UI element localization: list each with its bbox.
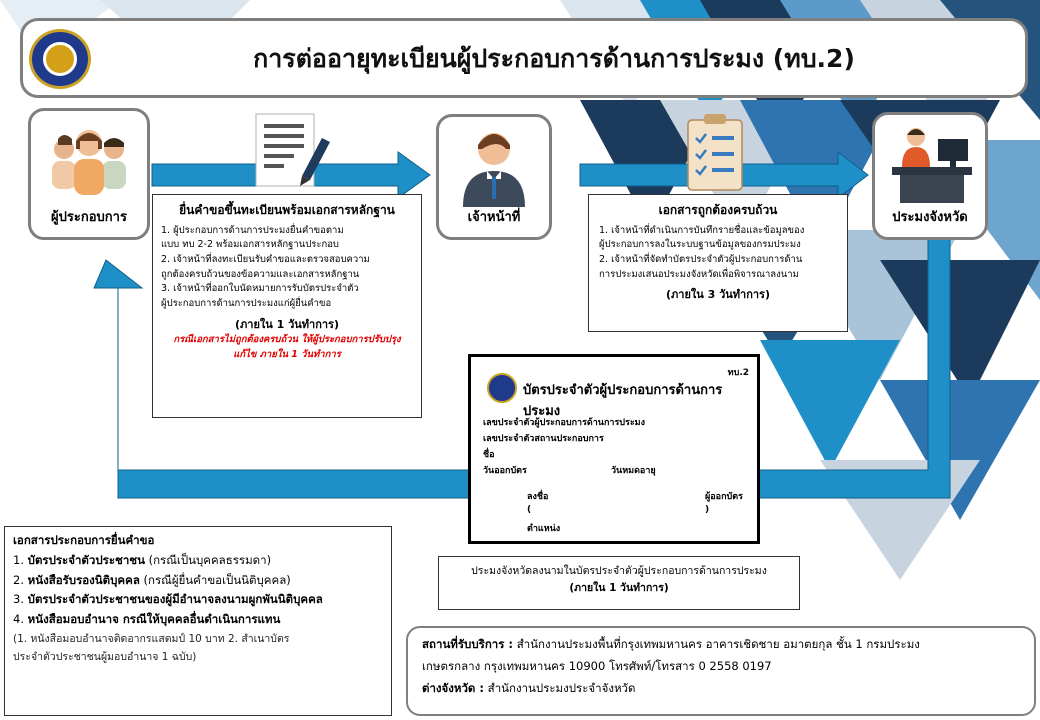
step-card-officer [436, 114, 552, 240]
box1-heading: ยื่นคำขอขึ้นทะเบียนพร้อมเอกสารหลักฐาน [179, 203, 395, 217]
box1-line-1: 1. ผู้ประกอบการด้านการประมงยื่นคำขอตาม [161, 224, 344, 236]
signing-note-line-1: ประมงจังหวัดลงนามในบัตรประจำตัวผู้ประกอบการด้านการประมง [471, 565, 767, 577]
step-label-provincial: ประมงจังหวัด [892, 210, 968, 225]
box1-line-5: 3. เจ้าหน้าที่ออกใบนัดหมายการรับบัตรประจำตัว [161, 283, 359, 295]
docs-sub-1: (1. หนังสือมอบอำนาจติดอากรแสตมป์ 10 บาท 2. สำเนาบัตร [13, 632, 290, 645]
service-place-cont: เกษตรกลาง กรุงเทพมหานคร 10900 โทรศัพท์/โทรสาร 0 2558 0197 [422, 658, 772, 673]
department-logo [29, 29, 91, 89]
id-card-sample [468, 354, 760, 544]
id-card-form-code: ทบ.2 [727, 368, 749, 378]
id-card-field-estab-no: เลขประจำตัวสถานประกอบการ [483, 434, 604, 444]
step-card-operator [28, 108, 150, 240]
box1-line-6: ผู้ประกอบการด้านการประมงแก่ผู้ยื่นคำขอ [161, 298, 332, 310]
page-title: การต่ออายุทะเบียนผู้ประกอบการด้านการประมง (ทบ.2) [253, 44, 855, 73]
people-icon [34, 121, 144, 201]
docs-item-2: 2. หนังสือรับรองนิติบุคคล (กรณีผู้ยื่นคำขอเป็นนิติบุคคล) [13, 572, 291, 587]
id-card-logo [487, 373, 517, 403]
officer-icon [449, 123, 539, 207]
title-bar [20, 18, 1028, 98]
id-card-field-expiry: วันหมดอายุ [611, 466, 656, 476]
document-pen-icon [252, 110, 332, 190]
office-desk-icon [882, 121, 978, 205]
id-card-field-name: ชื่อ [483, 450, 495, 460]
id-card-field-position: ตำแหน่ง [527, 524, 561, 534]
step-card-provincial [872, 112, 988, 240]
step-label-officer: เจ้าหน้าที่ [467, 210, 521, 225]
service-place: สถานที่รับบริการ : สำนักงานประมงพื้นที่กรุงเทพมหานคร อาคารเชิดชาย อมาตยกุล ชั้น 1 กรมประมง [422, 637, 920, 651]
box1-line-2: แบบ ทบ 2-2 พร้อมเอกสารหลักฐานประกอบ [161, 239, 339, 251]
docs-sub-2: ประจำตัวประชาชนผู้มอบอำนาจ 1 ฉบับ) [13, 650, 197, 663]
step-description-verify [588, 194, 848, 332]
checklist-icon [684, 112, 748, 192]
id-card-field-sign: ลงชื่อ [527, 492, 549, 502]
docs-heading: เอกสารประกอบการยื่นคำขอ [13, 533, 155, 547]
signing-note [438, 556, 800, 610]
id-card-field-issuer: ผู้ออกบัตร [705, 492, 743, 502]
box2-heading: เอกสารถูกต้องครบถ้วน [658, 203, 778, 217]
service-province: ต่างจังหวัด : สำนักงานประมงประจำจังหวัด [422, 680, 636, 695]
docs-item-1: 1. บัตรประจำตัวประชาชน (กรณีเป็นบุคคลธรรมดา) [13, 552, 272, 567]
service-location [406, 626, 1036, 716]
step-label-operator: ผู้ประกอบการ [51, 210, 127, 225]
box2-line-4: การประมงเสนอประมงจังหวัดเพื่อพิจารณาลงนาม [599, 268, 799, 280]
docs-item-4: 4. หนังสือมอบอำนาจ กรณีให้บุคคลอื่นดำเนินการแทน [13, 612, 281, 627]
step-description-submit [152, 194, 422, 418]
box1-red-note-1: กรณีเอกสารไม่ถูกต้องครบถ้วน ให้ผู้ประกอบการปรับปรุง [173, 333, 401, 345]
box2-line-2: ผู้ประกอบการลงในระบบฐานข้อมูลของกรมประมง [599, 239, 801, 251]
id-card-field-issue-date: วันออกบัตร [483, 466, 527, 476]
id-card-field-paren-close: ) [705, 505, 710, 515]
box2-duration: (ภายใน 3 วันทำการ) [665, 288, 770, 302]
docs-item-3: 3. บัตรประจำตัวประชาชนของผู้มีอำนาจลงนามผูกพันนิติบุคคล [13, 592, 323, 607]
box2-line-1: 1. เจ้าหน้าที่ดำเนินการบันทึกรายชื่อและข้อมูลของ [599, 224, 805, 236]
box1-line-4: ถูกต้องครบถ้วนของข้อความและเอกสารหลักฐาน [161, 268, 360, 280]
signing-note-duration: (ภายใน 1 วันทำการ) [569, 581, 669, 594]
id-card-title: บัตรประจำตัวผู้ประกอบการด้านการประมง [523, 383, 723, 419]
id-card-field-reg-no: เลขประจำตัวผู้ประกอบการด้านการประมง [483, 418, 646, 428]
box1-red-note-2: แก้ไข ภายใน 1 วันทำการ [233, 348, 341, 360]
box1-duration: (ภายใน 1 วันทำการ) [234, 317, 339, 331]
id-card-field-paren-open: ( [527, 505, 532, 515]
box1-line-3: 2. เจ้าหน้าที่ลงทะเบียนรับคำขอและตรวจสอบความ [161, 254, 370, 266]
box2-line-3: 2. เจ้าหน้าที่จัดทำบัตรประจำตัวผู้ประกอบการด้าน [599, 254, 803, 266]
required-documents [4, 526, 392, 716]
